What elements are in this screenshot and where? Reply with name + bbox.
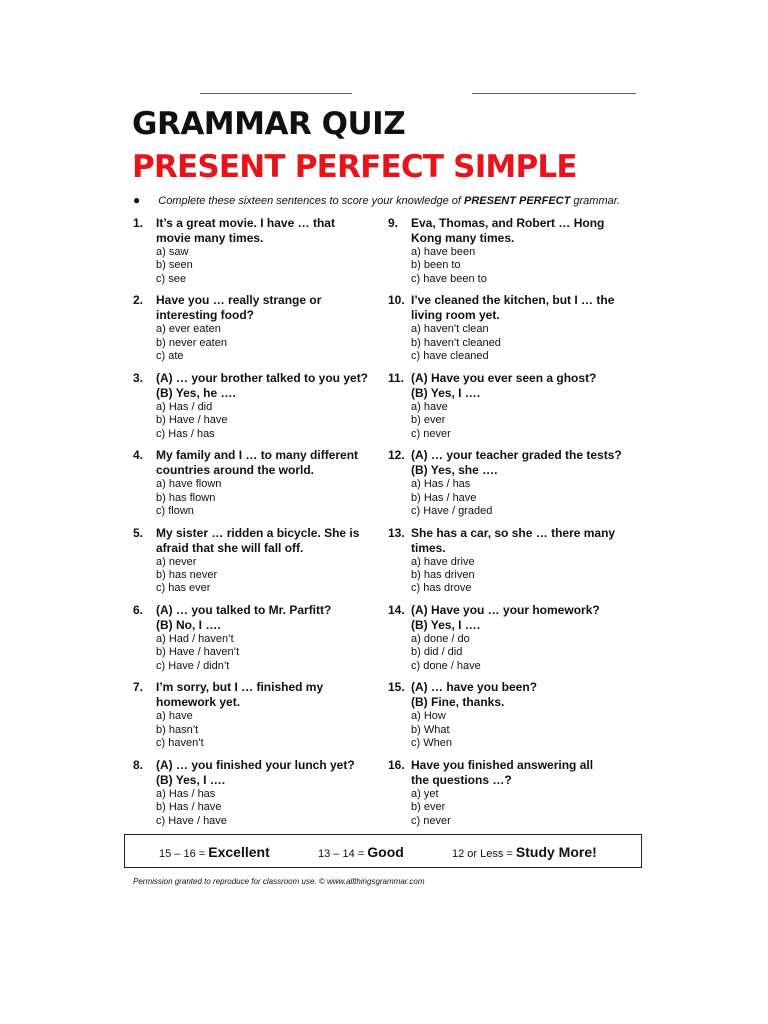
question-text: Have you finished answering all the questions …? — [411, 757, 594, 787]
question-number: 7. — [133, 680, 144, 695]
answer-option: a) ever eaten — [156, 323, 221, 336]
question-text: Eva, Thomas, and Robert … Hong Kong many times. — [411, 216, 605, 245]
question-text: (A) Have you … your homework? (B) Yes, I …. — [411, 602, 600, 632]
question-number: 8. — [133, 757, 144, 772]
question-body — [156, 448, 395, 518]
question-item — [388, 526, 648, 603]
question-item — [388, 758, 648, 835]
question-item — [133, 448, 395, 525]
instruction-bold: PRESENT PERFECT — [463, 195, 571, 207]
answer-option: a) have drive — [411, 555, 475, 568]
instruction-end: grammar. — [570, 195, 621, 207]
question-item — [388, 371, 648, 448]
answer-option: c) see — [156, 272, 186, 285]
answer-option: c) Have / graded — [411, 504, 493, 517]
question-body — [156, 371, 395, 441]
question-text: It’s a great movie. I have … that movie many times. — [156, 216, 335, 245]
answer-option: a) haven’t clean — [411, 323, 489, 336]
answer-option: c) have been to — [411, 272, 487, 285]
question-text: (A) … your brother talked to you yet? (B) Yes, he …. — [156, 370, 369, 400]
score-range: 15 – 16 = — [159, 848, 209, 860]
answer-option: b) never eaten — [156, 336, 227, 349]
answer-option: b) haven’t cleaned — [411, 336, 501, 349]
question-number: 6. — [133, 602, 144, 617]
question-number: 14. — [388, 602, 405, 617]
footer-permission: Permission granted to reproduce for classroom use. © www.allthingsgrammar.com — [133, 877, 425, 886]
answer-option: c) haven’t — [156, 737, 204, 750]
answer-option: a) Has / has — [411, 478, 471, 491]
score-box — [124, 834, 642, 868]
question-item — [133, 216, 395, 293]
answer-option: c) has ever — [156, 582, 211, 595]
answer-option: a) have flown — [156, 478, 222, 491]
question-text: (A) … have you been? (B) Fine, thanks. — [411, 680, 538, 710]
answer-option: c) done / have — [411, 659, 481, 672]
answer-option: a) Had / haven’t — [156, 632, 234, 645]
question-item — [388, 603, 648, 680]
question-number: 16. — [388, 757, 405, 772]
question-body — [156, 216, 395, 286]
answer-option: b) has never — [156, 568, 218, 581]
page-title: GRAMMAR QUIZ — [132, 106, 406, 142]
question-body — [156, 603, 395, 673]
question-body — [156, 526, 395, 596]
answer-option: a) Has / has — [156, 787, 216, 800]
answer-option: a) never — [156, 555, 197, 568]
score-excellent — [159, 843, 270, 863]
question-number: 9. — [388, 216, 399, 230]
question-body — [411, 371, 648, 441]
answer-option: b) has flown — [156, 491, 216, 504]
answer-option: a) saw — [156, 246, 189, 258]
question-item — [133, 603, 395, 680]
answer-option: b) has driven — [411, 568, 475, 581]
answer-option: c) Have / have — [156, 814, 227, 827]
questions-right-column — [388, 216, 648, 835]
question-item — [388, 448, 648, 525]
answer-option: a) have — [156, 710, 193, 723]
question-body — [156, 680, 395, 750]
question-item — [133, 371, 395, 448]
question-text: I’m sorry, but I … finished my homework yet. — [156, 680, 324, 710]
question-body — [156, 758, 395, 828]
question-number: 3. — [133, 370, 144, 385]
question-number: 5. — [133, 525, 144, 540]
questions-left-column — [133, 216, 395, 835]
answer-option: c) Have / didn’t — [156, 659, 230, 672]
answer-option: c) Has / has — [156, 427, 215, 440]
question-body — [411, 293, 648, 363]
question-text: (A) … your teacher graded the tests? (B) Yes, she …. — [411, 448, 622, 478]
score-range: 13 – 14 = — [318, 848, 368, 860]
question-text: My sister … ridden a bicycle. She is afraid that she will fall off. — [156, 525, 360, 555]
date-blank-line — [472, 93, 636, 94]
question-text: Have you … really strange or interesting food? — [156, 293, 322, 323]
instruction-text: Complete these sixteen sentences to score your knowledge of — [158, 195, 464, 207]
question-body — [411, 448, 648, 518]
answer-option: b) ever — [411, 801, 446, 814]
question-number: 1. — [133, 216, 144, 230]
question-number: 4. — [133, 448, 144, 463]
answer-option: c) When — [411, 737, 452, 750]
question-body — [156, 293, 395, 363]
question-item — [133, 758, 395, 835]
instruction — [133, 192, 653, 209]
question-item — [388, 216, 648, 293]
score-good — [318, 843, 404, 863]
question-text: I’ve cleaned the kitchen, but I … the living room yet. — [411, 293, 615, 323]
question-body — [411, 680, 648, 750]
score-label: Good — [367, 844, 404, 860]
question-item — [388, 680, 648, 757]
question-item — [133, 680, 395, 757]
answer-option: c) never — [411, 814, 451, 827]
question-body — [411, 603, 648, 673]
answer-option: c) has drove — [411, 582, 472, 595]
question-item — [133, 526, 395, 603]
answer-option: a) have — [411, 400, 448, 413]
answer-option: b) been to — [411, 259, 461, 272]
question-body — [411, 216, 648, 286]
answer-option: b) Has / have — [411, 491, 477, 504]
question-number: 2. — [133, 293, 144, 308]
question-number: 12. — [388, 448, 405, 463]
question-number: 15. — [388, 680, 405, 695]
answer-option: a) done / do — [411, 632, 470, 645]
question-number: 10. — [388, 293, 405, 308]
answer-option: a) How — [411, 710, 446, 723]
question-body — [411, 758, 648, 828]
answer-option: b) Has / have — [156, 801, 222, 814]
page-subtitle: PRESENT PERFECT SIMPLE — [132, 149, 577, 185]
score-study-more — [452, 843, 597, 863]
answer-option: b) hasn’t — [156, 723, 199, 736]
question-item — [133, 293, 395, 370]
bullet-icon: ● — [133, 193, 141, 207]
score-label: Study More! — [515, 844, 597, 860]
question-item — [388, 293, 648, 370]
answer-option: a) have been — [411, 246, 476, 258]
question-text: (A) Have you ever seen a ghost? (B) Yes, I …. — [411, 370, 597, 400]
question-text: (A) … you finished your lunch yet? (B) Yes, I …. — [156, 757, 355, 787]
answer-option: c) flown — [156, 504, 194, 517]
answer-option: a) yet — [411, 787, 439, 800]
answer-option: b) seen — [156, 259, 193, 272]
answer-option: b) What — [411, 723, 450, 736]
question-number: 11. — [388, 370, 405, 385]
answer-option: c) never — [411, 427, 451, 440]
score-range: 12 or Less = — [452, 848, 516, 860]
answer-option: c) ate — [156, 350, 184, 363]
answer-option: b) Have / have — [156, 414, 228, 427]
answer-option: b) did / did — [411, 646, 463, 659]
question-text: My family and I … to many different countries around the world. — [156, 448, 359, 478]
question-number: 13. — [388, 525, 405, 540]
question-body — [411, 526, 648, 596]
name-blank-line — [200, 93, 352, 94]
answer-option: b) ever — [411, 414, 446, 427]
answer-option: a) Has / did — [156, 400, 213, 413]
answer-option: c) have cleaned — [411, 350, 489, 363]
question-text: (A) … you talked to Mr. Parfitt? (B) No, I …. — [156, 602, 332, 632]
answer-option: b) Have / haven’t — [156, 646, 240, 659]
question-text: She has a car, so she … there many times. — [411, 525, 616, 555]
score-label: Excellent — [208, 844, 270, 860]
